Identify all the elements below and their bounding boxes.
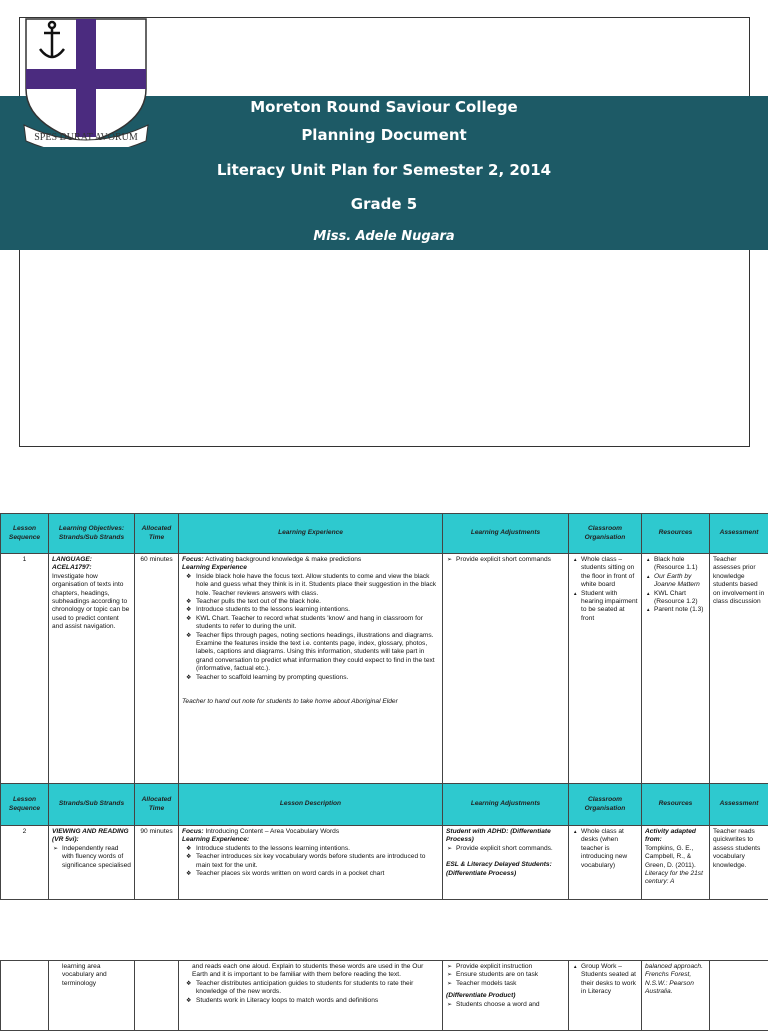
list-item: ▲ Whole class at desks (when teacher is introducing new vocabulary)	[581, 828, 638, 870]
list-item: ❖ Teacher places six words written on word cards in a pocket chart	[196, 870, 439, 878]
grade-label: Grade 5	[0, 195, 768, 213]
list-item: ▲ Our Earth by Joanne Mattern	[654, 573, 706, 590]
header-cell: Strands/Sub Strands	[49, 784, 135, 826]
svg-text:SPES DURAT AVORUM: SPES DURAT AVORUM	[34, 132, 138, 143]
list-item: ❖ Introduce students to the lessons learning intentions.	[196, 606, 439, 614]
list-item: ▲ Parent note (1.3)	[654, 606, 706, 614]
header-cell: Lesson Sequence	[1, 514, 49, 554]
list-item: ➢ Independently read with fluency words of significance specialised	[62, 845, 131, 870]
list-item: ❖ Teacher flips through pages, noting sections headings, illustrations and diagrams. Examine the features inside the text i.e. contents page, index, glossary, photos, labels, captions and diagrams. Using this information, students will take part in grand conversation to predict what information they could expect to find in the text (informative, factual etc.).	[196, 632, 439, 674]
header-cell: Learning Experience	[179, 514, 443, 554]
header-cell: Assessment	[710, 514, 768, 554]
header-cell: Resources	[642, 514, 710, 554]
header-cell: Learning Objectives: Strands/Sub Strands	[49, 514, 135, 554]
header-cell: Assessment	[710, 784, 768, 826]
learning-objectives: LANGUAGE: ACELA1797: Investigate how organisation of texts into chapters, headings, subheadings according to chronology or topic can be used to predict content and assist navigation.	[49, 554, 135, 784]
classroom-organisation	[569, 826, 642, 900]
header-cell: Allocated Time	[135, 784, 179, 826]
list-item: ❖ Introduce students to the lessons learning intentions.	[196, 845, 439, 853]
take-home-note: Teacher to hand out note for students to take home about Aboriginal Elder	[182, 698, 439, 706]
list-item: ➢ Provide explicit instruction	[456, 963, 565, 971]
list-item: ➢ Teacher models task	[456, 980, 565, 988]
lesson-description: Focus: Introducing Content – Area Vocabulary Words Learning Experience: ❖ Introduce students to the lessons learning intentions. ❖ Teacher introduces six key vocabulary words before students are introduced to main text for the unit. ❖ Teacher places six words written on word cards in a pocket chart	[179, 826, 443, 900]
allocated-time: 90 minutes	[135, 826, 179, 900]
table-row	[1, 554, 768, 784]
college-name: Moreton Round Saviour College	[0, 98, 768, 116]
header-cell: Learning Adjustments	[443, 514, 569, 554]
learning-adjustments: Student with ADHD: (Differentiate Process) ➢ Provide explicit short commands. ESL & Literacy Delayed Students: (Differentiate Process)	[443, 826, 569, 900]
assessment	[710, 961, 768, 1031]
list-item: ▲ Black hole (Resource 1.1)	[654, 556, 706, 573]
list-item: ➢ Ensure students are on task	[456, 971, 565, 979]
document-type: Planning Document	[0, 126, 768, 144]
list-item: ❖ Teacher introduces six key vocabulary words before students are introduced to main text for the unit.	[196, 853, 439, 870]
header-cell: Resources	[642, 784, 710, 826]
header-cell: Lesson Sequence	[1, 784, 49, 826]
list-item: ❖ Teacher distributes anticipation guides to students for students to rate their knowledge of the new words.	[196, 980, 439, 997]
learning-objectives: learning area vocabulary and terminology	[49, 961, 135, 1031]
header-cell: Learning Adjustments	[443, 784, 569, 826]
table-header-row	[1, 784, 768, 826]
lesson-sequence	[1, 961, 49, 1031]
learning-objectives: VIEWING AND READING (VR 5vi): ➢ Independently read with fluency words of significance specialised	[49, 826, 135, 900]
lesson-plan-table-continued	[0, 960, 768, 1031]
teacher-name: Miss. Adele Nugara	[0, 229, 768, 244]
learning-adjustments: ➢ Provide explicit instruction ➢ Ensure students are on task ➢ Teacher models task (Differentiate Product) ➢ Students choose a word and	[443, 961, 569, 1031]
lesson-description: and reads each one aloud. Explain to students these words are used in the Our Earth and it is important to be familiar with them before reading the text. ❖ Teacher distributes anticipation guides to students for students to rate their knowledge of the new words. ❖ Students work in Literacy loops to match words and definitions	[179, 961, 443, 1031]
list-item: ❖ Teacher to scaffold learning by prompting questions.	[196, 674, 439, 682]
learning-experience: Focus: Activating background knowledge & make predictions Learning Experience ❖ Inside black hole have the focus text. Allow students to come and view the black hole and guess what they think is in it. Students place their suggestion in the black hole. Teacher reviews answers with class. ❖ Teacher pulls the text out of the black hole. ❖ Introduce students to the lessons learning intentions. ❖ KWL Chart. Teacher to record what students 'know' and hang in classroom for students to refer to during the unit. ❖ Teacher flips through pages, noting sections headings, illustrations and diagrams. Examine the features inside the text i.e. contents page, index, glossary, photos, labels, captions and diagrams. Using this information, students will take part in grand conversation to predict what information they could expect to find in the text (informative, factual etc.). ❖ Teacher to scaffold learning by prompting questions. Teacher to hand out note for students to take home about Aboriginal Elder	[179, 554, 443, 784]
resources: Activity adapted from: Tompkins, G. E., Campbell, R., & Green, D. (2011). Literacy for the 21st century: A	[642, 826, 710, 900]
assessment: Teacher assesses prior knowledge students based on involvement in class discussion	[710, 554, 768, 784]
table-row	[1, 826, 768, 900]
list-item: ❖ Students work in Literacy loops to match words and definitions	[196, 997, 439, 1005]
resources	[642, 554, 710, 784]
learning-adjustments	[443, 554, 569, 784]
list-item: ➢ Provide explicit short commands.	[456, 845, 565, 853]
list-item: ➢ Provide explicit short commands	[456, 556, 565, 564]
table-header-row	[1, 514, 768, 554]
list-item: ❖ Inside black hole have the focus text. Allow students to come and view the black hole and guess what they think is in it. Students place their suggestion in the black hole. Teacher reviews answers with class.	[196, 573, 439, 598]
list-item: ❖ KWL Chart. Teacher to record what students 'know' and hang in classroom for students to refer to during the unit.	[196, 615, 439, 632]
lesson-plan-table	[0, 513, 768, 900]
assessment: Teacher reads quickwrites to assess students vocabulary knowledge.	[710, 826, 768, 900]
allocated-time	[135, 961, 179, 1031]
lesson-sequence: 2	[1, 826, 49, 900]
allocated-time: 60 minutes	[135, 554, 179, 784]
table-row	[1, 961, 768, 1031]
header-cell: Allocated Time	[135, 514, 179, 554]
list-item: ▲ KWL Chart (Resource 1.2)	[654, 590, 706, 607]
resources: balanced approach. Frenchs Forest, N.S.W.: Pearson Australia.	[642, 961, 710, 1031]
list-item: ❖ Teacher pulls the text out of the black hole.	[196, 598, 439, 606]
header-cell: Classroom Organisation	[569, 514, 642, 554]
classroom-organisation	[569, 554, 642, 784]
list-item: ▲ Student with hearing impairment to be seated at front	[581, 590, 638, 624]
header-cell: Lesson Description	[179, 784, 443, 826]
unit-title: Literacy Unit Plan for Semester 2, 2014	[0, 161, 768, 179]
classroom-organisation	[569, 961, 642, 1031]
list-item: ▲ Whole class – students sitting on the floor in front of white board	[581, 556, 638, 590]
list-item: ➢ Students choose a word and	[456, 1001, 565, 1009]
lesson-sequence: 1	[1, 554, 49, 784]
header-cell: Classroom Organisation	[569, 784, 642, 826]
list-item: ▲ Group Work – Students seated at their desks to work in Literacy	[581, 963, 638, 997]
